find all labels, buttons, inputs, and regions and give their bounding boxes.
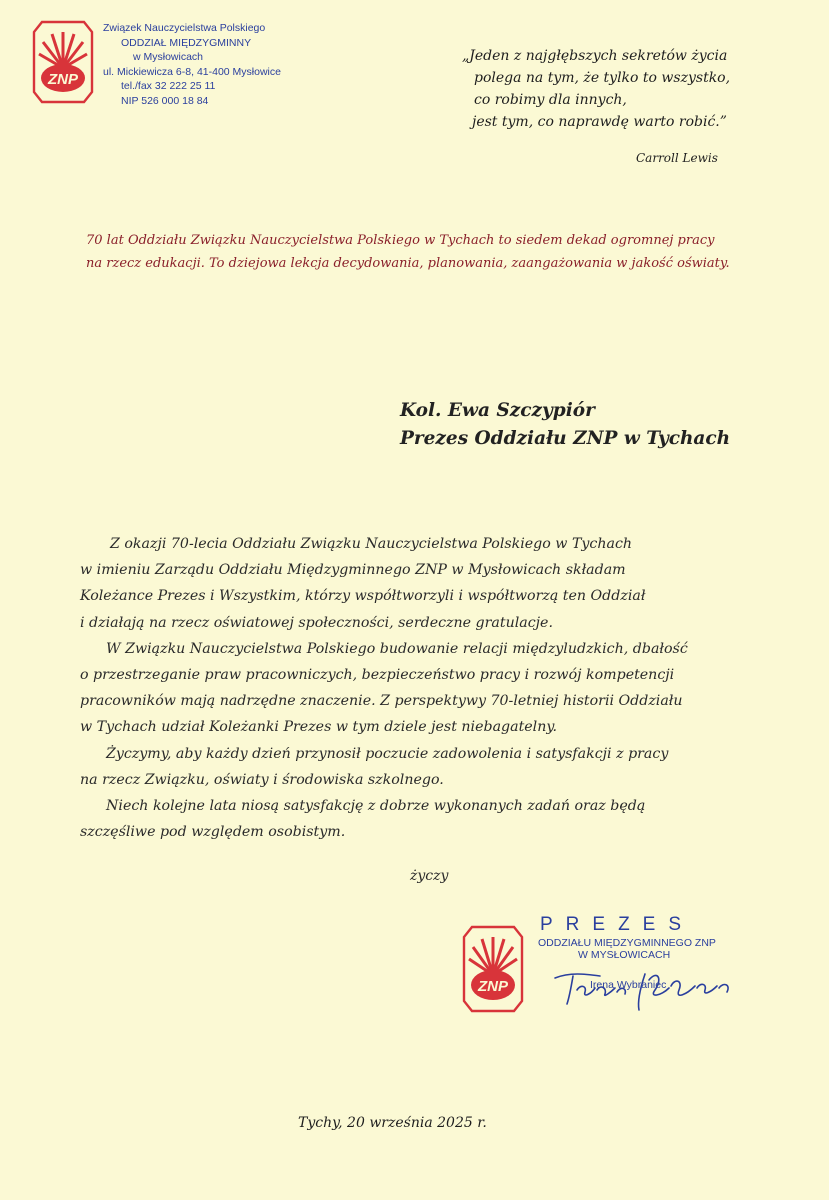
body-line: szczęśliwe pod względem osobistym.: [80, 824, 346, 841]
addressee: [400, 397, 730, 453]
letterhead-address: ul. Mickiewicza 6-8, 41-400 Mysłowice: [103, 65, 281, 78]
quote-author: Carroll Lewis: [636, 151, 718, 165]
wishes-text: życzy: [410, 868, 449, 884]
letterhead-nip: NIP 526 000 18 84: [121, 94, 209, 107]
quote-line-3: co robimy dla innych,: [474, 92, 627, 108]
letter-body: [80, 531, 800, 845]
stamp-name: Irena Wybraniec: [590, 979, 667, 991]
letterhead-stamp: [103, 21, 303, 108]
body-line: i działają na rzecz oświatowej społeczności, serdeczne gratulacje.: [80, 614, 553, 631]
body-line: pracowników mają nadrzędne znaczenie. Z perspektywy 70-letniej historii Oddziału: [80, 693, 683, 710]
quote-line-2: polega na tym, że tylko to wszystko,: [474, 70, 731, 86]
body-line: Niech kolejne lata niosą satysfakcję z dobrze wykonanych zadań oraz będą: [106, 798, 646, 815]
quote-line-4: jest tym, co naprawdę warto robić.”: [472, 114, 727, 130]
letterhead-branch: ODDZIAŁ MIĘDZYGMINNY: [121, 36, 252, 49]
intro-text: [86, 229, 806, 275]
body-line: Życzymy, aby każdy dzień przynosił poczucie zadowolenia i satysfakcji z pracy: [106, 745, 669, 762]
addressee-name: Kol. Ewa Szczypiór: [400, 400, 595, 421]
znp-logo-top: [32, 20, 94, 104]
logo-bottom-text: ZNP: [478, 978, 508, 995]
quote: [462, 45, 802, 133]
stamp-line-2: W MYSŁOWICACH: [578, 949, 671, 961]
addressee-role: Prezes Oddziału ZNP w Tychach: [400, 428, 731, 449]
intro-line-1: 70 lat Oddziału Związku Nauczycielstwa Polskiego w Tychach to siedem dekad ogromnej pracy: [86, 233, 715, 248]
body-line: W Związku Nauczycielstwa Polskiego budowanie relacji międzyludzkich, dbałość: [106, 640, 688, 657]
letterhead-org: Związek Nauczycielstwa Polskiego: [103, 22, 266, 34]
stamp-title: PREZES: [540, 914, 695, 935]
quote-line-1: „Jeden z najgłębszych sekretów życia: [462, 48, 728, 64]
znp-logo-bottom: [462, 925, 524, 1013]
logo-top-text: ZNP: [48, 71, 78, 88]
stamp-line-1: ODDZIAŁU MIĘDZYGMINNEGO ZNP: [538, 937, 716, 949]
place-and-date: Tychy, 20 września 2025 r.: [298, 1115, 487, 1131]
body-line: Koleżance Prezes i Wszystkim, którzy współtworzyli i współtworzą ten Oddział: [80, 588, 646, 605]
body-line: na rzecz Związku, oświaty i środowiska szkolnego.: [80, 771, 444, 788]
handwritten-signature: [545, 960, 745, 1020]
letterhead-city: w Mysłowicach: [133, 51, 204, 63]
body-line: o przestrzeganie praw pracowniczych, bezpieczeństwo pracy i rozwój kompetencji: [80, 667, 675, 684]
body-line: w imieniu Zarządu Oddziału Międzygminnego ZNP w Mysłowicach składam: [80, 562, 626, 579]
body-line: w Tychach udział Koleżanki Prezes w tym dziele jest niebagatelny.: [80, 719, 557, 736]
letterhead-phone: tel./fax 32 222 25 11: [121, 80, 216, 92]
body-line: Z okazji 70-lecia Oddziału Związku Nauczycielstwa Polskiego w Tychach: [110, 536, 633, 552]
intro-line-2: na rzecz edukacji. To dziejowa lekcja decydowania, planowania, zaangażowania w jakość oświaty.: [86, 256, 730, 271]
